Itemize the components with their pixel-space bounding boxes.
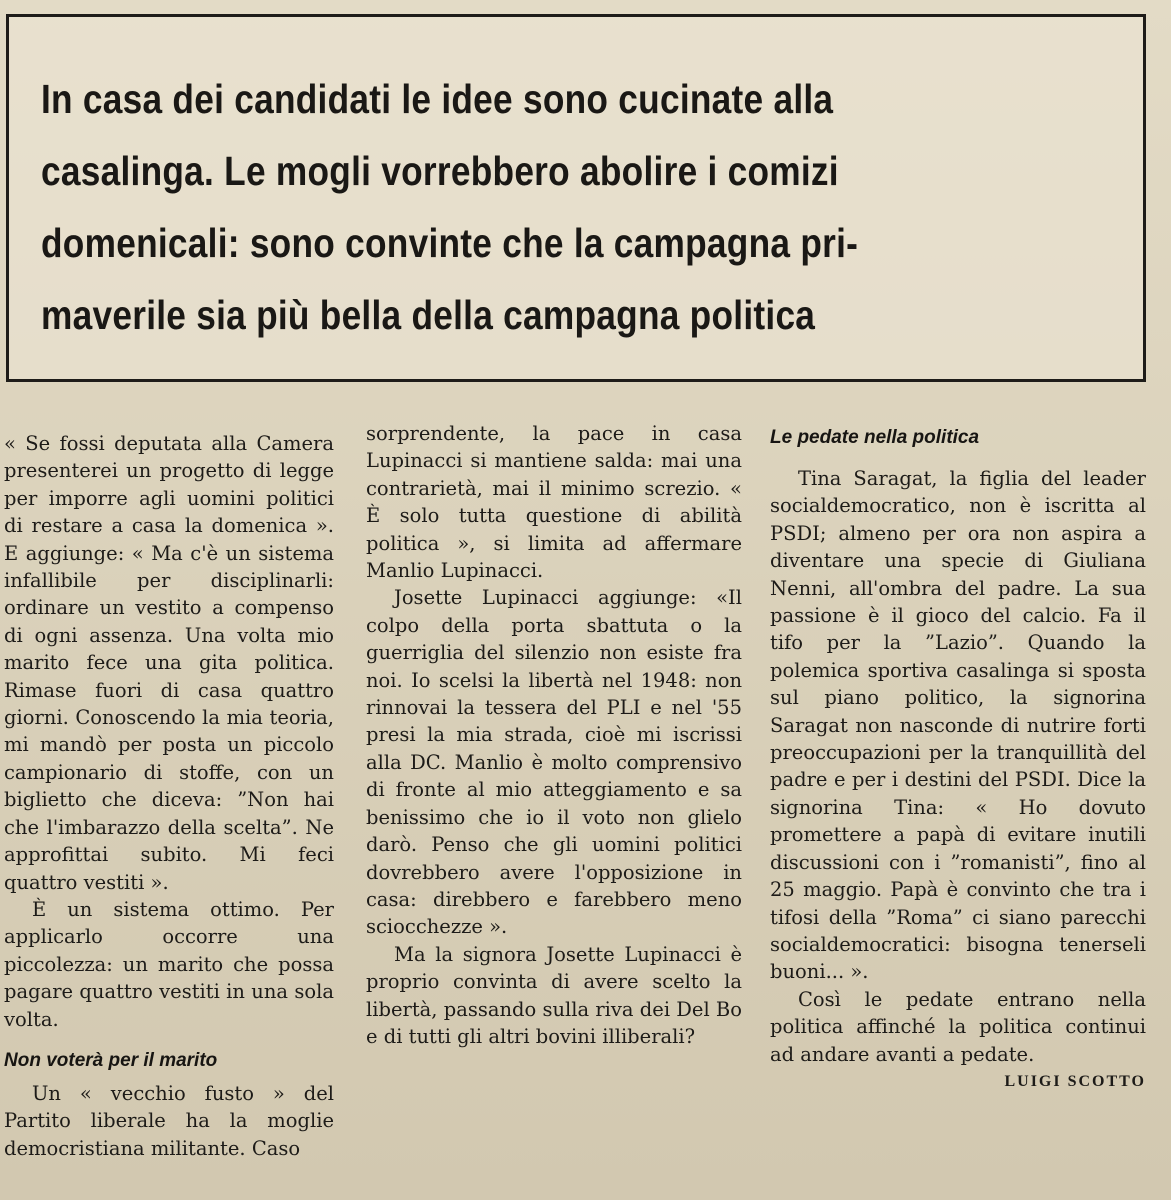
article-column-2: [366, 420, 742, 1050]
article-column-1: [4, 430, 334, 1162]
author-signature: LUIGI SCOTTO: [1004, 1072, 1146, 1090]
article-paragraph: È un sistema ottimo. Per applicarlo occorre una piccolezza: un marito che possa pagare quattro vestiti in una sola volta.: [4, 897, 334, 1031]
article-paragraph: Josette Lupinacci aggiunge: «Il colpo della porta sbattuta o la guerriglia del silenzio non esiste fra noi. Io scelsi la libertà nel 1948: non rinnovai la tessera del PLI e nel '55 presi la mia strada, cioè mi iscrissi alla DC. Manlio è molto comprensivo di fronte al mio atteggiamento e sa benissimo che io il voto non glielo darò. Penso che gli uomini politici dovrebbero avere l'opposizione in casa: direbbero e farebbero meno sciocchezze ».: [366, 586, 742, 939]
article-column-3: [770, 420, 1146, 1095]
headline-line: In casa dei candidati le idee sono cucinate alla: [41, 76, 834, 122]
headline: [41, 63, 1120, 351]
headline-line: domenicali: sono convinte che la campagna pri-: [41, 220, 859, 266]
article-paragraph: Un « vecchio fusto » del Partito liberale ha la moglie democristiana militante. Caso: [4, 1081, 334, 1160]
closing-sentence: Così le pedate entrano nella politica affinché la politica continui ad andare avanti a pedate.: [770, 987, 1146, 1066]
headline-box: [6, 14, 1146, 382]
article-paragraph: « Se fossi deputata alla Camera presenterei un progetto di legge per imporre agli uomini politici di restare a casa la domenica ». E aggiunge: « Ma c'è un sistema infallibile per disciplinarli: ordinare un vestito a compenso di ogni assenza. Una volta mio marito fece una gita politica. Rimase fuori di casa quattro giorni. Conoscendo la mia teoria, mi mandò per posta un piccolo campionario di stoffe, con un biglietto che diceva: ”Non hai che l'imbarazzo della scelta”. Ne approfittai subito. Mi feci quattro vestiti ».: [4, 432, 334, 894]
headline-line: maverile sia più bella della campagna politica: [41, 292, 816, 338]
article-paragraph: sorprendente, la pace in casa Lupinacci si mantiene salda: mai una contrarietà, mai il minimo screzio. « È solo tutta questione di abilità politica », si limita ad affermare Manlio Lupinacci.: [366, 422, 742, 583]
article-paragraph: Tina Saragat, la figlia del leader socialdemocratico, non è iscritta al PSDI; almeno per ora non aspira a diventare una specie di Giuliana Nenni, all'ombra del padre. La sua passione è il gioco del calcio. Fa il tifo per la ”Lazio”. Quando la polemica sportiva casalinga si sposta sul piano politico, la signorina Saragat non nasconde di nutrire forti preoccupazioni per la tranquillità del padre e per i destini del PSDI. Dice la signorina Tina: « Ho dovuto promettere a papà di evitare inutili discussioni con i ”romanisti”, fino al 25 maggio. Papà è convinto che tra i tifosi della ”Roma” ci siano parecchi socialdemocratici: bisogna tenerseli buoni... ».: [770, 467, 1146, 984]
section-subhead: Non voterà per il marito: [4, 1049, 218, 1071]
section-subhead: Le pedate nella politica: [770, 427, 980, 448]
article-paragraph: Ma la signora Josette Lupinacci è proprio convinta di avere scelto la libertà, passando sulla riva dei Del Bo e di tutti gli altri bovini illiberali?: [366, 942, 742, 1048]
headline-line: casalinga. Le mogli vorrebbero abolire i comizi: [41, 148, 839, 194]
article-paragraph: [770, 986, 1146, 1090]
